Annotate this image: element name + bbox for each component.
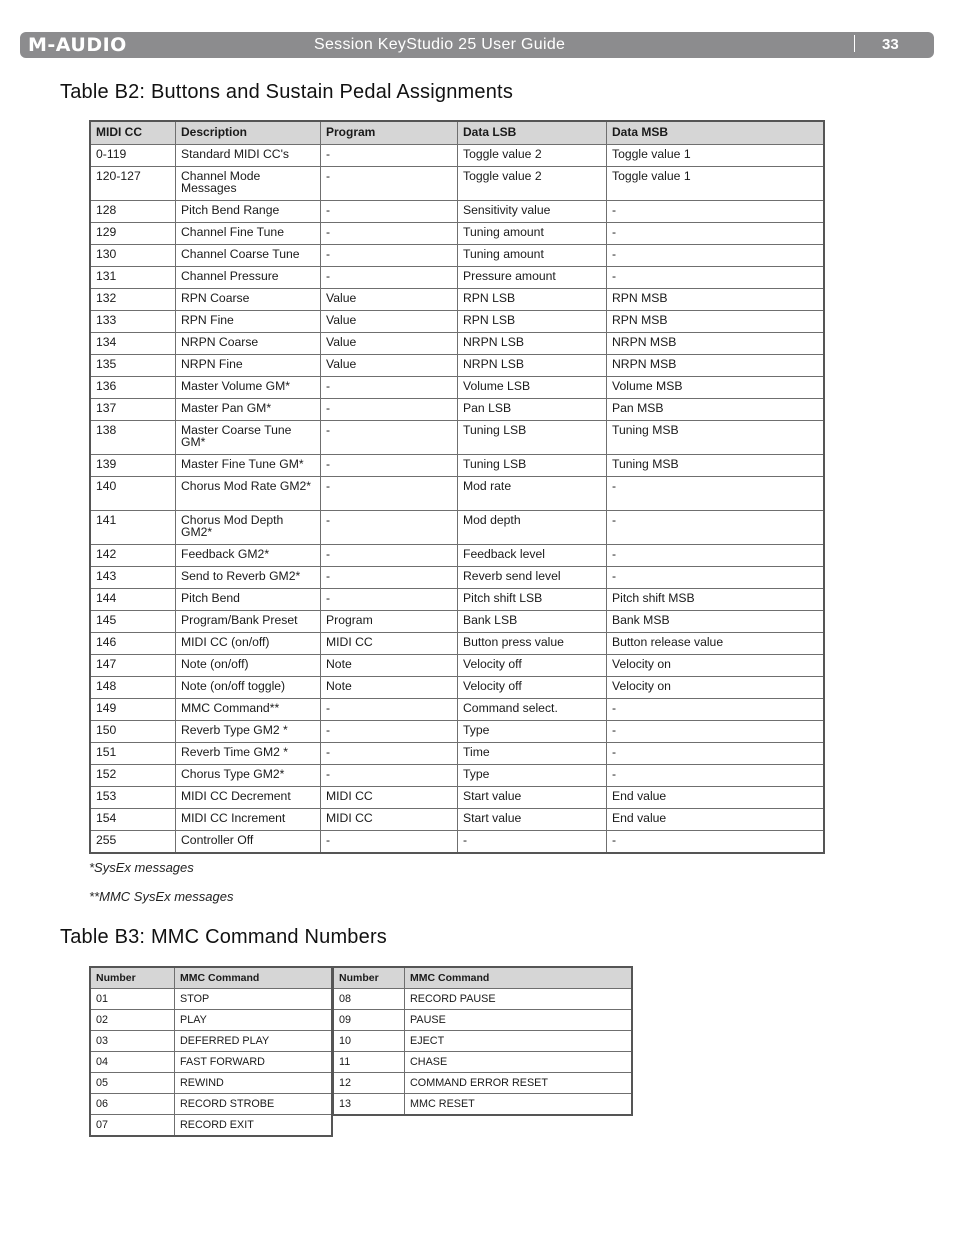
table-cell: 134 [90, 333, 176, 355]
table-row [333, 1073, 632, 1094]
table-row [90, 355, 824, 377]
table-cell: RPN Fine [176, 311, 321, 333]
table-cell: 145 [90, 611, 176, 633]
table-cell: - [607, 477, 825, 511]
table-row [90, 787, 824, 809]
table-cell: Master Coarse Tune GM* [176, 421, 321, 455]
table-row [90, 809, 824, 831]
table-cell: 138 [90, 421, 176, 455]
table-cell: Chorus Type GM2* [176, 765, 321, 787]
table-cell: NRPN MSB [607, 333, 825, 355]
table-cell: FAST FORWARD [175, 1052, 333, 1073]
table-cell: Start value [458, 809, 607, 831]
table-cell: Mod depth [458, 511, 607, 545]
page-number: 33 [882, 36, 899, 53]
table-row [90, 511, 824, 545]
table-cell: 142 [90, 545, 176, 567]
table-cell: Pitch Bend [176, 589, 321, 611]
table-cell: MIDI CC Decrement [176, 787, 321, 809]
table-cell: RECORD EXIT [175, 1115, 333, 1137]
sysex-footnote: *SysEx messages [89, 860, 194, 875]
table-header-row [90, 967, 332, 989]
table-cell: Button release value [607, 633, 825, 655]
table-b2-title: Table B2: Buttons and Sustain Pedal Assignments [60, 81, 514, 103]
table-row [90, 145, 824, 167]
table-row [333, 1052, 632, 1073]
table-cell: 05 [90, 1073, 175, 1094]
table-cell: RPN MSB [607, 311, 825, 333]
table-cell: Controller Off [176, 831, 321, 854]
table-row [90, 399, 824, 421]
table-cell: 03 [90, 1031, 175, 1052]
table-cell: - [321, 145, 458, 167]
table-cell: 01 [90, 989, 175, 1010]
table-b3-right [332, 966, 633, 1116]
table-cell: Reverb send level [458, 567, 607, 589]
table-cell: Pitch shift MSB [607, 589, 825, 611]
table-cell: 131 [90, 267, 176, 289]
table-row [90, 677, 824, 699]
table-cell: Master Volume GM* [176, 377, 321, 399]
table-cell: Value [321, 289, 458, 311]
table-b3-title: Table B3: MMC Command Numbers [60, 926, 388, 948]
table-cell: Value [321, 311, 458, 333]
table-cell: Tuning MSB [607, 455, 825, 477]
table-cell: 148 [90, 677, 176, 699]
table-cell: Pan MSB [607, 399, 825, 421]
table-cell: RPN MSB [607, 289, 825, 311]
table-cell: RPN LSB [458, 289, 607, 311]
table-cell: 09 [333, 1010, 405, 1031]
table-cell: Velocity off [458, 655, 607, 677]
table-cell: Type [458, 765, 607, 787]
table-cell: 153 [90, 787, 176, 809]
table-cell: NRPN MSB [607, 355, 825, 377]
table-cell: NRPN Coarse [176, 333, 321, 355]
table-cell: 135 [90, 355, 176, 377]
table-cell: - [321, 477, 458, 511]
column-header: Description [176, 121, 321, 145]
table-cell: 146 [90, 633, 176, 655]
table-cell: - [321, 699, 458, 721]
table-cell: Channel Mode Messages [176, 167, 321, 201]
table-cell: Time [458, 743, 607, 765]
table-row [90, 223, 824, 245]
table-cell: Toggle value 1 [607, 167, 825, 201]
table-row [90, 333, 824, 355]
table-cell: Pressure amount [458, 267, 607, 289]
table-row [90, 1115, 332, 1137]
table-cell: Standard MIDI CC's [176, 145, 321, 167]
table-cell: Velocity on [607, 677, 825, 699]
table-cell: 150 [90, 721, 176, 743]
table-cell: - [321, 421, 458, 455]
table-cell: Tuning LSB [458, 455, 607, 477]
table-cell: Bank LSB [458, 611, 607, 633]
table-cell: Master Pan GM* [176, 399, 321, 421]
table-cell: NRPN LSB [458, 333, 607, 355]
table-cell: Type [458, 721, 607, 743]
table-cell: 154 [90, 809, 176, 831]
table-cell: 139 [90, 455, 176, 477]
column-header: Data MSB [607, 121, 825, 145]
table-cell: 143 [90, 567, 176, 589]
table-cell: - [607, 223, 825, 245]
table-cell: - [607, 545, 825, 567]
table-cell: Master Fine Tune GM* [176, 455, 321, 477]
table-row [90, 989, 332, 1010]
table-cell: - [607, 267, 825, 289]
header-divider [854, 35, 855, 52]
table-cell: 120-127 [90, 167, 176, 201]
table-cell: Tuning MSB [607, 421, 825, 455]
table-row [90, 1052, 332, 1073]
table-row [90, 655, 824, 677]
table-cell: - [607, 201, 825, 223]
table-cell: MIDI CC [321, 809, 458, 831]
table-cell: - [321, 743, 458, 765]
table-cell: - [607, 721, 825, 743]
table-cell: RPN LSB [458, 311, 607, 333]
table-row [90, 743, 824, 765]
table-row [90, 1094, 332, 1115]
table-cell: 10 [333, 1031, 405, 1052]
table-cell: Pitch Bend Range [176, 201, 321, 223]
table-cell: - [607, 743, 825, 765]
table-row [90, 477, 824, 511]
m-audio-logo: M-AUDIO [28, 34, 127, 56]
table-cell: - [321, 267, 458, 289]
table-cell: Toggle value 2 [458, 167, 607, 201]
table-row [90, 377, 824, 399]
guide-title: Session KeyStudio 25 User Guide [314, 36, 566, 53]
table-header-row [90, 121, 824, 145]
mmc-sysex-footnote: **MMC SysEx messages [89, 889, 234, 904]
table-cell: 141 [90, 511, 176, 545]
table-row [90, 311, 824, 333]
table-cell: - [321, 399, 458, 421]
table-cell: MIDI CC (on/off) [176, 633, 321, 655]
table-cell: Volume LSB [458, 377, 607, 399]
table-cell: 132 [90, 289, 176, 311]
table-cell: Tuning amount [458, 223, 607, 245]
table-cell: - [321, 245, 458, 267]
table-cell: Chorus Mod Rate GM2* [176, 477, 321, 511]
table-row [90, 589, 824, 611]
column-header: Number [333, 967, 405, 989]
table-cell: - [321, 567, 458, 589]
table-cell: - [321, 721, 458, 743]
table-cell: Button press value [458, 633, 607, 655]
table-row [90, 567, 824, 589]
table-cell: - [607, 699, 825, 721]
table-row [90, 765, 824, 787]
table-cell: - [607, 765, 825, 787]
table-cell: MIDI CC [321, 787, 458, 809]
table-cell: RECORD STROBE [175, 1094, 333, 1115]
table-cell: COMMAND ERROR RESET [405, 1073, 633, 1094]
table-row [90, 167, 824, 201]
table-cell: Command select. [458, 699, 607, 721]
table-cell: - [321, 511, 458, 545]
table-cell: Tuning amount [458, 245, 607, 267]
table-cell: - [321, 589, 458, 611]
table-row [90, 699, 824, 721]
table-cell: Bank MSB [607, 611, 825, 633]
table-cell: RECORD PAUSE [405, 989, 633, 1010]
table-cell: Pitch shift LSB [458, 589, 607, 611]
table-cell: EJECT [405, 1031, 633, 1052]
table-cell: Volume MSB [607, 377, 825, 399]
table-cell: - [321, 201, 458, 223]
table-cell: Note [321, 677, 458, 699]
table-row [90, 633, 824, 655]
column-header: Data LSB [458, 121, 607, 145]
table-cell: - [321, 455, 458, 477]
table-row [90, 289, 824, 311]
table-cell: Sensitivity value [458, 201, 607, 223]
table-row [90, 245, 824, 267]
table-cell: 147 [90, 655, 176, 677]
table-row [90, 721, 824, 743]
table-cell: 0-119 [90, 145, 176, 167]
table-cell: 133 [90, 311, 176, 333]
table-cell: End value [607, 809, 825, 831]
table-cell: Reverb Time GM2 * [176, 743, 321, 765]
table-cell: MMC RESET [405, 1094, 633, 1116]
table-cell: 129 [90, 223, 176, 245]
table-cell: 13 [333, 1094, 405, 1116]
table-row [90, 611, 824, 633]
table-cell: RPN Coarse [176, 289, 321, 311]
column-header: Program [321, 121, 458, 145]
table-cell: Chorus Mod Depth GM2* [176, 511, 321, 545]
table-cell: - [607, 245, 825, 267]
table-cell: Toggle value 1 [607, 145, 825, 167]
table-cell: Channel Pressure [176, 267, 321, 289]
table-cell: Pan LSB [458, 399, 607, 421]
table-cell: Toggle value 2 [458, 145, 607, 167]
table-cell: 136 [90, 377, 176, 399]
table-cell: - [458, 831, 607, 854]
table-cell: 07 [90, 1115, 175, 1137]
table-cell: Channel Coarse Tune [176, 245, 321, 267]
table-cell: - [321, 223, 458, 245]
table-cell: - [321, 765, 458, 787]
table-cell: Note [321, 655, 458, 677]
table-cell: - [321, 545, 458, 567]
table-cell: 140 [90, 477, 176, 511]
table-row [333, 1010, 632, 1031]
table-cell: Feedback GM2* [176, 545, 321, 567]
table-row [333, 989, 632, 1010]
table-cell: 137 [90, 399, 176, 421]
table-cell: STOP [175, 989, 333, 1010]
table-cell: 11 [333, 1052, 405, 1073]
table-cell: Velocity off [458, 677, 607, 699]
table-cell: 152 [90, 765, 176, 787]
table-cell: CHASE [405, 1052, 633, 1073]
table-cell: - [321, 831, 458, 854]
table-cell: MMC Command** [176, 699, 321, 721]
table-cell: Note (on/off toggle) [176, 677, 321, 699]
table-cell: - [607, 831, 825, 854]
table-cell: - [607, 567, 825, 589]
table-cell: Start value [458, 787, 607, 809]
table-row [90, 545, 824, 567]
page-header [20, 32, 934, 58]
table-cell: PAUSE [405, 1010, 633, 1031]
table-row [90, 201, 824, 223]
table-cell: NRPN LSB [458, 355, 607, 377]
table-cell: MIDI CC [321, 633, 458, 655]
table-cell: 149 [90, 699, 176, 721]
table-row [90, 421, 824, 455]
table-cell: REWIND [175, 1073, 333, 1094]
table-row [90, 831, 824, 854]
column-header: MMC Command [175, 967, 333, 989]
table-cell: Mod rate [458, 477, 607, 511]
table-cell: 08 [333, 989, 405, 1010]
table-cell: 255 [90, 831, 176, 854]
table-cell: End value [607, 787, 825, 809]
table-cell: 144 [90, 589, 176, 611]
table-cell: Tuning LSB [458, 421, 607, 455]
table-cell: - [607, 511, 825, 545]
table-row [90, 455, 824, 477]
table-row [90, 1010, 332, 1031]
column-header: Number [90, 967, 175, 989]
table-row [90, 267, 824, 289]
table-cell: Program/Bank Preset [176, 611, 321, 633]
table-header-row [333, 967, 632, 989]
table-cell: Velocity on [607, 655, 825, 677]
table-row [333, 1031, 632, 1052]
table-cell: 151 [90, 743, 176, 765]
table-cell: Value [321, 333, 458, 355]
column-header: MIDI CC [90, 121, 176, 145]
table-row [90, 1073, 332, 1094]
column-header: MMC Command [405, 967, 633, 989]
table-cell: DEFERRED PLAY [175, 1031, 333, 1052]
table-cell: Send to Reverb GM2* [176, 567, 321, 589]
table-cell: 04 [90, 1052, 175, 1073]
table-cell: Note (on/off) [176, 655, 321, 677]
table-cell: 06 [90, 1094, 175, 1115]
table-cell: NRPN Fine [176, 355, 321, 377]
table-cell: Channel Fine Tune [176, 223, 321, 245]
table-cell: 130 [90, 245, 176, 267]
table-cell: 128 [90, 201, 176, 223]
table-cell: - [321, 167, 458, 201]
table-cell: 02 [90, 1010, 175, 1031]
table-cell: Reverb Type GM2 * [176, 721, 321, 743]
table-cell: Program [321, 611, 458, 633]
table-cell: Value [321, 355, 458, 377]
table-b3-left [89, 966, 333, 1137]
table-cell: - [321, 377, 458, 399]
table-cell: Feedback level [458, 545, 607, 567]
table-b2 [89, 120, 825, 854]
table-cell: PLAY [175, 1010, 333, 1031]
table-cell: 12 [333, 1073, 405, 1094]
table-row [90, 1031, 332, 1052]
table-cell: MIDI CC Increment [176, 809, 321, 831]
table-row [333, 1094, 632, 1116]
